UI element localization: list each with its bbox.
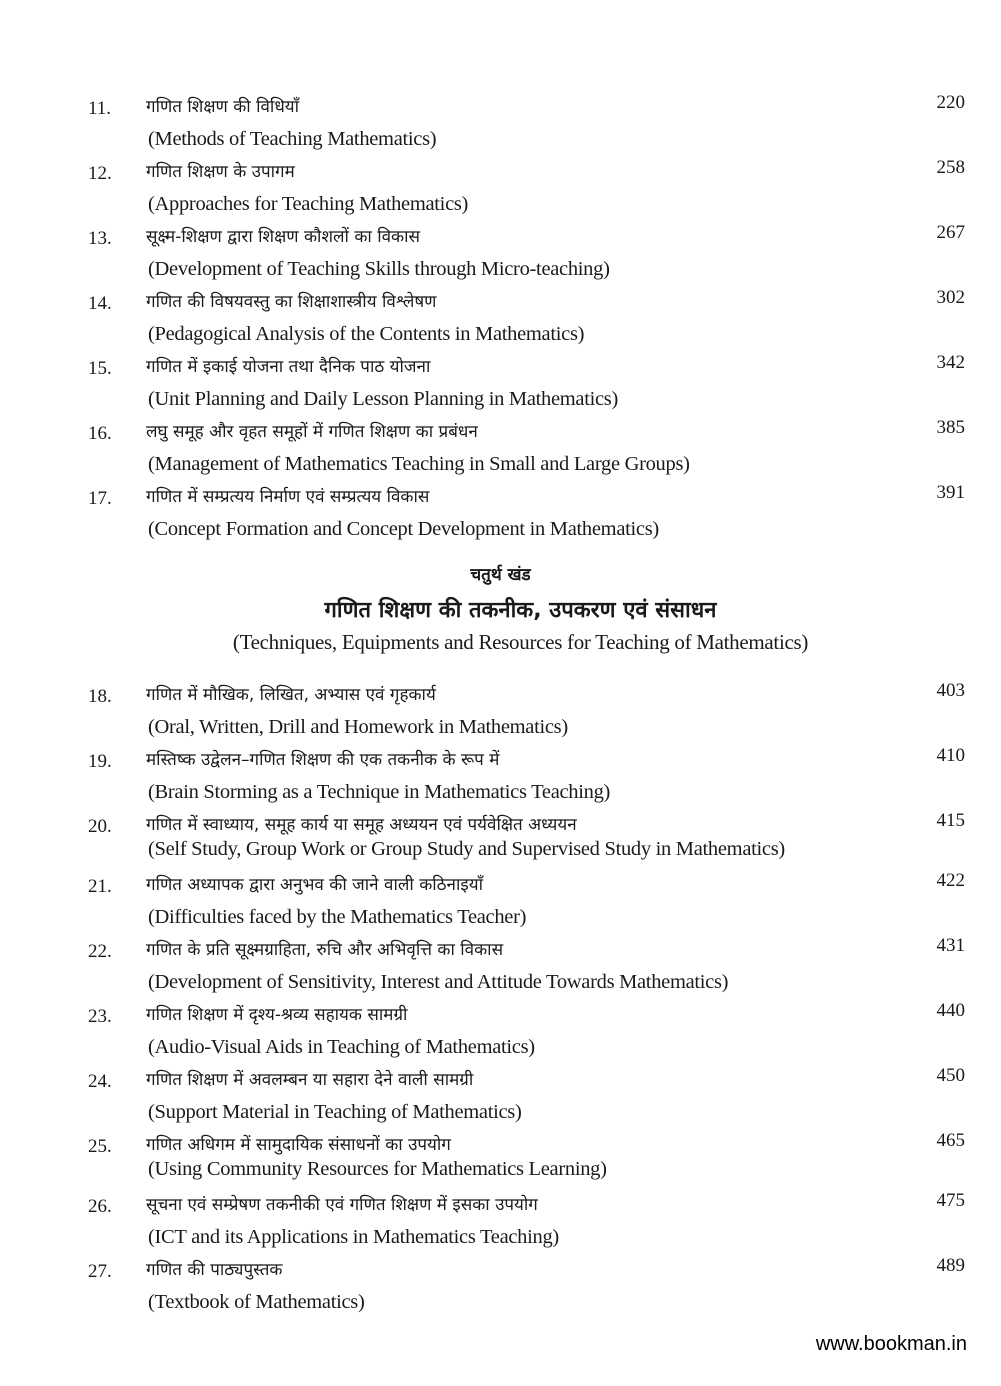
footer-website-url: www.bookman.in [815, 1333, 967, 1355]
toc-entry [0, 1061, 1001, 1125]
chapter-title-english: (Pedagogical Analysis of the Contents in Mathematics) [148, 323, 585, 345]
page-number: 342 [936, 352, 965, 373]
chapter-title-english: (Brain Storming as a Technique in Mathematics Teaching) [148, 781, 611, 803]
toc-entry [0, 1251, 1001, 1315]
page-number: 220 [936, 92, 965, 113]
page-number: 489 [936, 1255, 965, 1276]
chapter-title-english: (Difficulties faced by the Mathematics Teacher) [148, 906, 527, 928]
chapter-number: 15. [88, 358, 112, 379]
chapter-title-english: (Support Material in Teaching of Mathematics) [148, 1101, 522, 1123]
chapter-title-hindi: गणित अधिगम में सामुदायिक संसाधनों का उपयोग [146, 1135, 451, 1155]
chapter-title-english: (ICT and its Applications in Mathematics Teaching) [148, 1226, 559, 1248]
page-number: 475 [936, 1190, 965, 1211]
chapter-title-english: (Self Study, Group Work or Group Study and Supervised Study in Mathematics) [148, 838, 785, 860]
page-number: 403 [936, 680, 965, 701]
chapter-title-hindi: सूक्ष्म-शिक्षण द्वारा शिक्षण कौशलों का विकास [146, 227, 421, 247]
section-subtitle: (Techniques, Equipments and Resources for Teaching of Mathematics) [232, 630, 809, 654]
toc-entry [0, 348, 1001, 412]
chapter-number: 23. [88, 1006, 112, 1027]
toc-entry [0, 153, 1001, 217]
chapter-number: 13. [88, 228, 112, 249]
chapter-title-hindi: लघु समूह और वृहत समूहों में गणित शिक्षण का प्रबंधन [146, 422, 478, 442]
chapter-title-english: (Development of Sensitivity, Interest and Attitude Towards Mathematics) [148, 971, 729, 993]
page-number: 267 [936, 222, 965, 243]
chapter-number: 18. [88, 686, 112, 707]
chapter-number: 24. [88, 1071, 112, 1092]
chapter-title-hindi: गणित शिक्षण में अवलम्बन या सहारा देने वाली सामग्री [146, 1070, 474, 1090]
chapter-number: 21. [88, 876, 112, 897]
chapter-number: 11. [88, 98, 112, 119]
section-label: चतुर्थ खंड [470, 565, 531, 585]
page-number: 258 [936, 157, 965, 178]
toc-entry [0, 88, 1001, 152]
page-number: 431 [936, 935, 965, 956]
chapter-title-hindi: गणित में इकाई योजना तथा दैनिक पाठ योजना [146, 357, 431, 377]
page-number: 465 [936, 1130, 965, 1151]
chapter-number: 22. [88, 941, 112, 962]
chapter-title-english: (Oral, Written, Drill and Homework in Mathematics) [148, 716, 568, 738]
page-number: 440 [936, 1000, 965, 1021]
chapter-title-english: (Audio-Visual Aids in Teaching of Mathematics) [148, 1036, 535, 1058]
chapter-title-hindi: गणित की पाठ्यपुस्तक [146, 1260, 283, 1280]
toc-entry [0, 478, 1001, 542]
chapter-title-hindi: गणित में मौखिक, लिखित, अभ्यास एवं गृहकार्य [146, 685, 436, 705]
section-title: गणित शिक्षण की तकनीक, उपकरण एवं संसाधन [324, 598, 717, 623]
chapter-title-english: (Concept Formation and Concept Development in Mathematics) [148, 518, 659, 540]
chapter-title-english: (Methods of Teaching Mathematics) [148, 128, 437, 150]
chapter-title-hindi: गणित में सम्प्रत्यय निर्माण एवं सम्प्रत्यय विकास [146, 487, 430, 507]
chapter-title-hindi: मस्तिष्क उद्वेलन–गणित शिक्षण की एक तकनीक के रूप में [146, 750, 500, 770]
toc-entry [0, 866, 1001, 930]
chapter-title-hindi: गणित के प्रति सूक्ष्मग्राहिता, रुचि और अभिवृत्ति का विकास [146, 940, 504, 960]
chapter-title-hindi: सूचना एवं सम्प्रेषण तकनीकी एवं गणित शिक्षण में इसका उपयोग [146, 1195, 538, 1215]
chapter-number: 25. [88, 1136, 112, 1157]
page-number: 422 [936, 870, 965, 891]
toc-entry [0, 218, 1001, 282]
toc-entry [0, 741, 1001, 805]
chapter-title-english: (Management of Mathematics Teaching in Small and Large Groups) [148, 453, 690, 475]
chapter-title-english: (Textbook of Mathematics) [148, 1291, 365, 1313]
toc-entry [0, 806, 1001, 870]
chapter-number: 20. [88, 816, 112, 837]
page-number: 391 [936, 482, 965, 503]
chapter-title-hindi: गणित में स्वाध्याय, समूह कार्य या समूह अध्ययन एवं पर्यवेक्षित अध्ययन [146, 815, 577, 835]
toc-entry [0, 1186, 1001, 1250]
chapter-title-hindi: गणित की विषयवस्तु का शिक्षाशास्त्रीय विश्लेषण [146, 292, 437, 312]
chapter-number: 12. [88, 163, 112, 184]
chapter-title-hindi: गणित शिक्षण की विधियाँ [146, 97, 300, 117]
page-number: 450 [936, 1065, 965, 1086]
chapter-number: 14. [88, 293, 112, 314]
toc-entry [0, 676, 1001, 740]
chapter-title-hindi: गणित शिक्षण में दृश्य-श्रव्य सहायक सामग्री [146, 1005, 408, 1025]
page-number: 415 [936, 810, 965, 831]
chapter-title-hindi: गणित शिक्षण के उपागम [146, 162, 295, 182]
toc-entry [0, 283, 1001, 347]
chapter-number: 17. [88, 488, 112, 509]
toc-entry [0, 996, 1001, 1060]
chapter-title-english: (Development of Teaching Skills through Micro-teaching) [148, 258, 610, 280]
chapter-title-english: (Using Community Resources for Mathematics Learning) [148, 1158, 607, 1180]
chapter-number: 16. [88, 423, 112, 444]
page-number: 385 [936, 417, 965, 438]
page-number: 302 [936, 287, 965, 308]
chapter-title-hindi: गणित अध्यापक द्वारा अनुभव की जाने वाली कठिनाइयाँ [146, 875, 483, 895]
toc-entry [0, 413, 1001, 477]
chapter-title-english: (Unit Planning and Daily Lesson Planning in Mathematics) [148, 388, 619, 410]
page-number: 410 [936, 745, 965, 766]
chapter-number: 27. [88, 1261, 112, 1282]
chapter-title-english: (Approaches for Teaching Mathematics) [148, 193, 469, 215]
toc-entry [0, 1126, 1001, 1190]
chapter-number: 19. [88, 751, 112, 772]
toc-entry [0, 931, 1001, 995]
chapter-number: 26. [88, 1196, 112, 1217]
